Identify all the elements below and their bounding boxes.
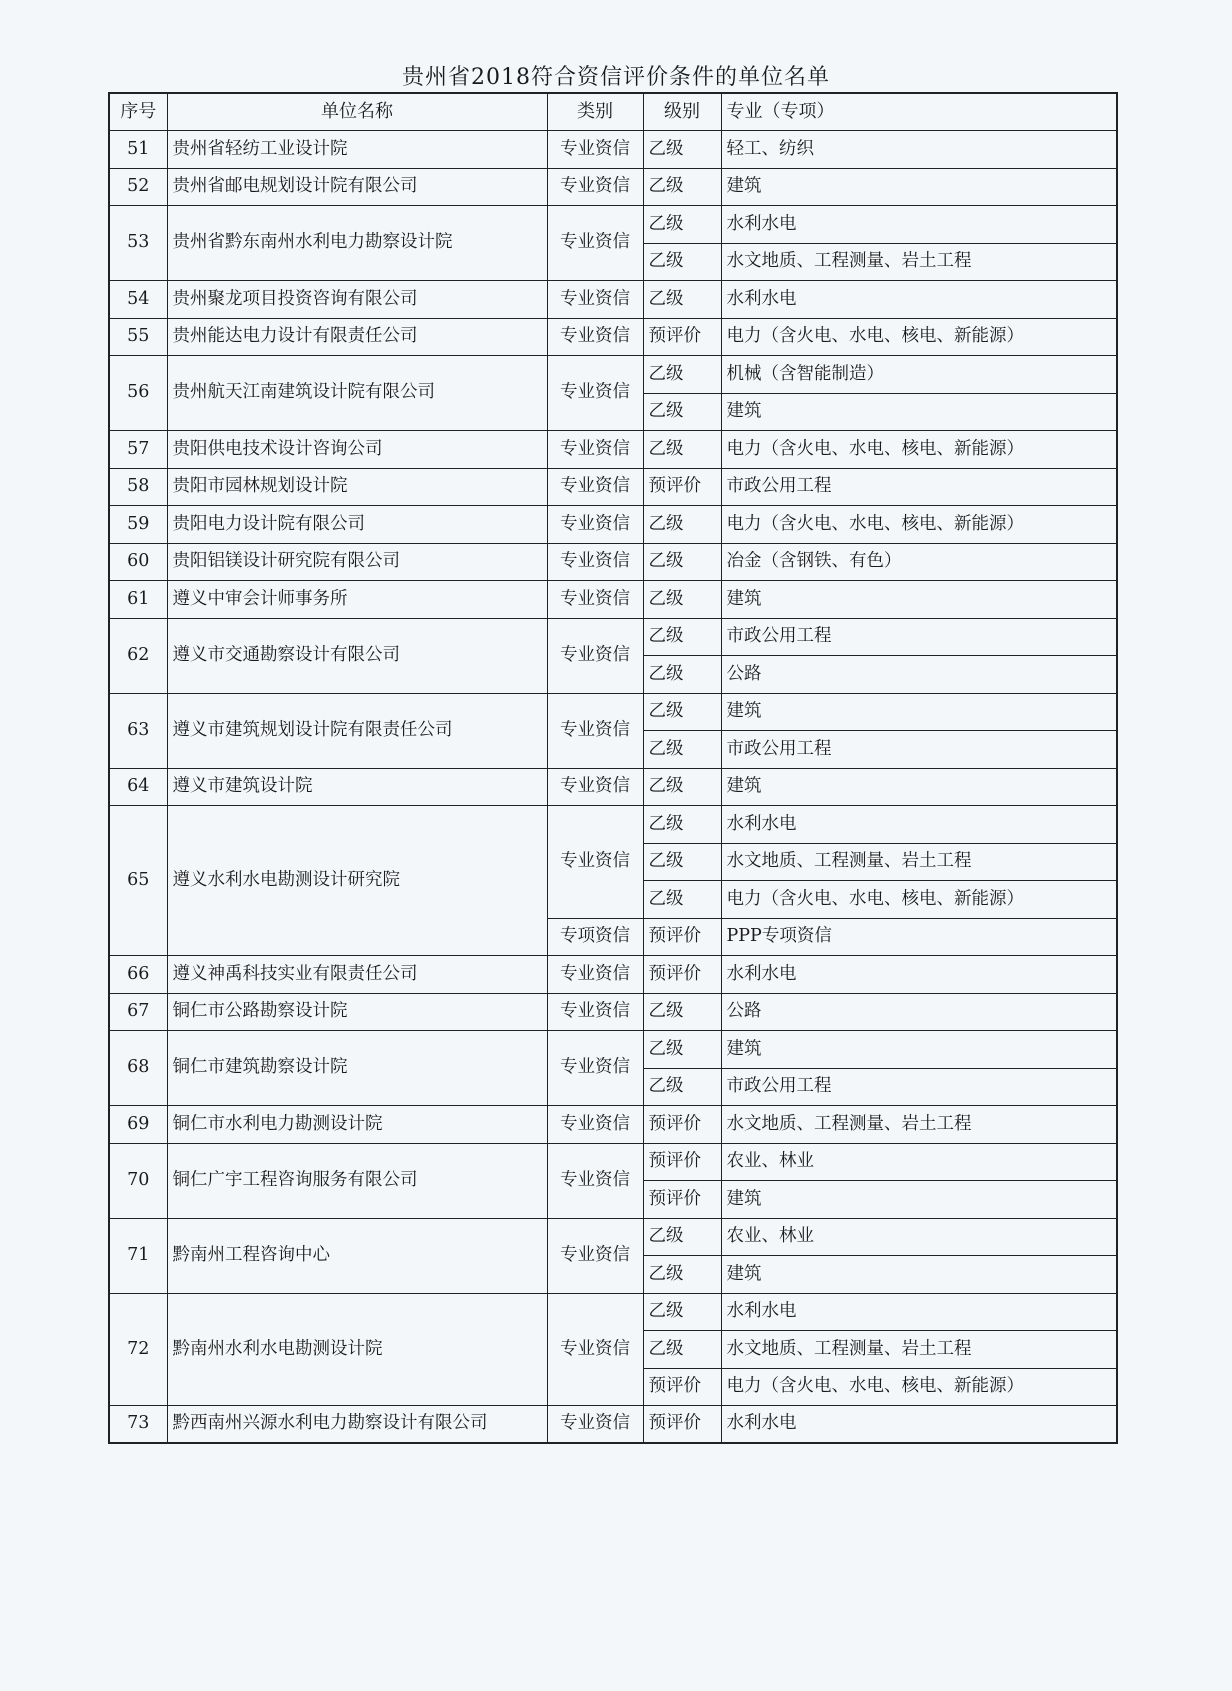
cell-type: 专业资信 [547, 956, 643, 994]
cell-grade: 预评价 [643, 1406, 721, 1444]
cell-grade: 乙级 [643, 431, 721, 469]
cell-type: 专业资信 [547, 468, 643, 506]
cell-no: 66 [109, 956, 167, 994]
cell-grade: 乙级 [643, 1031, 721, 1069]
cell-major: 水利水电 [721, 1406, 1117, 1444]
cell-no: 62 [109, 618, 167, 693]
cell-major: 建筑 [721, 168, 1117, 206]
cell-unit-name: 铜仁广宇工程咨询服务有限公司 [167, 1143, 547, 1218]
cell-grade: 乙级 [643, 581, 721, 619]
cell-type: 专业资信 [547, 768, 643, 806]
table-row [109, 506, 1117, 544]
table-row [109, 1031, 1117, 1069]
cell-type: 专业资信 [547, 356, 643, 431]
cell-unit-name: 遵义市交通勘察设计有限公司 [167, 618, 547, 693]
cell-major: 农业、林业 [721, 1218, 1117, 1256]
cell-unit-name: 铜仁市水利电力勘测设计院 [167, 1106, 547, 1144]
cell-no: 51 [109, 131, 167, 169]
cell-no: 56 [109, 356, 167, 431]
table-row [109, 693, 1117, 731]
cell-no: 53 [109, 206, 167, 281]
table-row [109, 131, 1117, 169]
cell-no: 73 [109, 1406, 167, 1444]
table-body [109, 131, 1117, 1444]
cell-no: 59 [109, 506, 167, 544]
cell-no: 65 [109, 806, 167, 956]
cell-grade: 预评价 [643, 1106, 721, 1144]
cell-unit-name: 贵阳市园林规划设计院 [167, 468, 547, 506]
cell-unit-name: 黔西南州兴源水利电力勘察设计有限公司 [167, 1406, 547, 1444]
table-row [109, 468, 1117, 506]
cell-major: 公路 [721, 656, 1117, 694]
table-row [109, 356, 1117, 394]
cell-unit-name: 贵阳铝镁设计研究院有限公司 [167, 543, 547, 581]
cell-grade: 乙级 [643, 618, 721, 656]
table-row [109, 1143, 1117, 1181]
table-row [109, 618, 1117, 656]
cell-grade: 乙级 [643, 806, 721, 844]
cell-grade: 乙级 [643, 881, 721, 919]
cell-major: 建筑 [721, 1181, 1117, 1219]
cell-major: 水利水电 [721, 206, 1117, 244]
cell-type: 专业资信 [547, 1293, 643, 1406]
cell-unit-name: 遵义市建筑设计院 [167, 768, 547, 806]
cell-no: 63 [109, 693, 167, 768]
table-row [109, 1106, 1117, 1144]
cell-type: 专业资信 [547, 1218, 643, 1293]
cell-major: 市政公用工程 [721, 618, 1117, 656]
table-row [109, 168, 1117, 206]
cell-unit-name: 黔南州水利水电勘测设计院 [167, 1293, 547, 1406]
header-grade: 级别 [643, 93, 721, 131]
cell-unit-name: 贵州聚龙项目投资咨询有限公司 [167, 281, 547, 319]
table-row [109, 318, 1117, 356]
cell-no: 58 [109, 468, 167, 506]
cell-no: 64 [109, 768, 167, 806]
cell-major: 建筑 [721, 693, 1117, 731]
cell-type: 专业资信 [547, 581, 643, 619]
cell-grade: 乙级 [643, 993, 721, 1031]
cell-type: 专业资信 [547, 806, 643, 919]
cell-no: 69 [109, 1106, 167, 1144]
cell-grade: 乙级 [643, 1256, 721, 1294]
cell-type: 专业资信 [547, 206, 643, 281]
cell-major: 水文地质、工程测量、岩土工程 [721, 1331, 1117, 1369]
cell-major: 电力（含火电、水电、核电、新能源） [721, 506, 1117, 544]
cell-grade: 乙级 [643, 1293, 721, 1331]
cell-grade: 乙级 [643, 1218, 721, 1256]
cell-unit-name: 贵州能达电力设计有限责任公司 [167, 318, 547, 356]
cell-grade: 乙级 [643, 393, 721, 431]
cell-major: 冶金（含钢铁、有色） [721, 543, 1117, 581]
cell-unit-name: 遵义神禹科技实业有限责任公司 [167, 956, 547, 994]
cell-unit-name: 贵州省黔东南州水利电力勘察设计院 [167, 206, 547, 281]
cell-no: 54 [109, 281, 167, 319]
cell-major: 建筑 [721, 1031, 1117, 1069]
cell-grade: 预评价 [643, 1143, 721, 1181]
cell-major: 水利水电 [721, 806, 1117, 844]
cell-grade: 乙级 [643, 1331, 721, 1369]
cell-type: 专业资信 [547, 168, 643, 206]
cell-type: 专业资信 [547, 543, 643, 581]
table-row [109, 281, 1117, 319]
header-type: 类别 [547, 93, 643, 131]
cell-major: 水文地质、工程测量、岩土工程 [721, 843, 1117, 881]
cell-unit-name: 贵州省邮电规划设计院有限公司 [167, 168, 547, 206]
table-row [109, 431, 1117, 469]
cell-type: 专业资信 [547, 1106, 643, 1144]
cell-unit-name: 铜仁市公路勘察设计院 [167, 993, 547, 1031]
header-major: 专业（专项） [721, 93, 1117, 131]
cell-major: 水利水电 [721, 956, 1117, 994]
cell-no: 71 [109, 1218, 167, 1293]
cell-no: 61 [109, 581, 167, 619]
unit-list-table [108, 92, 1118, 1444]
header-no: 序号 [109, 93, 167, 131]
cell-grade: 预评价 [643, 468, 721, 506]
cell-major: 电力（含火电、水电、核电、新能源） [721, 1368, 1117, 1406]
cell-grade: 乙级 [643, 693, 721, 731]
table-row [109, 1293, 1117, 1331]
cell-grade: 乙级 [643, 843, 721, 881]
cell-no: 72 [109, 1293, 167, 1406]
table-row [109, 543, 1117, 581]
cell-type: 专业资信 [547, 281, 643, 319]
cell-major: 公路 [721, 993, 1117, 1031]
cell-no: 55 [109, 318, 167, 356]
cell-major: 水文地质、工程测量、岩土工程 [721, 1106, 1117, 1144]
cell-no: 68 [109, 1031, 167, 1106]
cell-major: 水利水电 [721, 281, 1117, 319]
cell-type: 专业资信 [547, 506, 643, 544]
cell-type: 专业资信 [547, 131, 643, 169]
cell-major: 水文地质、工程测量、岩土工程 [721, 243, 1117, 281]
cell-unit-name: 遵义中审会计师事务所 [167, 581, 547, 619]
cell-unit-name: 贵阳供电技术设计咨询公司 [167, 431, 547, 469]
cell-major: 建筑 [721, 393, 1117, 431]
cell-type: 专业资信 [547, 1143, 643, 1218]
cell-type: 专业资信 [547, 431, 643, 469]
cell-grade: 乙级 [643, 768, 721, 806]
cell-type: 专业资信 [547, 1031, 643, 1106]
cell-grade: 预评价 [643, 956, 721, 994]
cell-no: 57 [109, 431, 167, 469]
cell-grade: 乙级 [643, 206, 721, 244]
table-row [109, 206, 1117, 244]
cell-unit-name: 贵阳电力设计院有限公司 [167, 506, 547, 544]
table-row [109, 1218, 1117, 1256]
cell-major: 建筑 [721, 1256, 1117, 1294]
cell-grade: 乙级 [643, 1068, 721, 1106]
cell-major: 建筑 [721, 768, 1117, 806]
cell-unit-name: 贵州省轻纺工业设计院 [167, 131, 547, 169]
table-row [109, 806, 1117, 844]
cell-grade: 乙级 [643, 168, 721, 206]
cell-unit-name: 铜仁市建筑勘察设计院 [167, 1031, 547, 1106]
cell-type: 专业资信 [547, 618, 643, 693]
cell-no: 52 [109, 168, 167, 206]
table-row [109, 993, 1117, 1031]
cell-major: 市政公用工程 [721, 731, 1117, 769]
cell-type: 专业资信 [547, 993, 643, 1031]
cell-major: 电力（含火电、水电、核电、新能源） [721, 881, 1117, 919]
cell-major: 市政公用工程 [721, 1068, 1117, 1106]
cell-major: 农业、林业 [721, 1143, 1117, 1181]
cell-major: 建筑 [721, 581, 1117, 619]
cell-unit-name: 贵州航天江南建筑设计院有限公司 [167, 356, 547, 431]
cell-grade: 预评价 [643, 918, 721, 956]
table-row [109, 581, 1117, 619]
cell-grade: 乙级 [643, 281, 721, 319]
cell-grade: 乙级 [643, 506, 721, 544]
cell-type: 专业资信 [547, 318, 643, 356]
cell-grade: 预评价 [643, 1368, 721, 1406]
cell-major: 轻工、纺织 [721, 131, 1117, 169]
cell-grade: 乙级 [643, 731, 721, 769]
cell-no: 67 [109, 993, 167, 1031]
table-row [109, 1406, 1117, 1444]
cell-major: 电力（含火电、水电、核电、新能源） [721, 431, 1117, 469]
cell-type: 专项资信 [547, 918, 643, 956]
cell-no: 60 [109, 543, 167, 581]
table-row [109, 768, 1117, 806]
table-row [109, 956, 1117, 994]
cell-grade: 乙级 [643, 356, 721, 394]
page-title: 贵州省2018符合资信评价条件的单位名单 [402, 65, 830, 90]
cell-major: 机械（含智能制造） [721, 356, 1117, 394]
cell-grade: 预评价 [643, 318, 721, 356]
cell-unit-name: 遵义市建筑规划设计院有限责任公司 [167, 693, 547, 768]
cell-grade: 乙级 [643, 243, 721, 281]
cell-major: 水利水电 [721, 1293, 1117, 1331]
cell-type: 专业资信 [547, 1406, 643, 1444]
header-name: 单位名称 [167, 93, 547, 131]
cell-unit-name: 遵义水利水电勘测设计研究院 [167, 806, 547, 956]
cell-major: 电力（含火电、水电、核电、新能源） [721, 318, 1117, 356]
cell-major: PPP专项资信 [721, 918, 1117, 956]
cell-major: 市政公用工程 [721, 468, 1117, 506]
cell-grade: 乙级 [643, 656, 721, 694]
cell-grade: 乙级 [643, 543, 721, 581]
cell-grade: 预评价 [643, 1181, 721, 1219]
cell-no: 70 [109, 1143, 167, 1218]
cell-grade: 乙级 [643, 131, 721, 169]
cell-unit-name: 黔南州工程咨询中心 [167, 1218, 547, 1293]
cell-type: 专业资信 [547, 693, 643, 768]
table-header-row [109, 93, 1117, 131]
